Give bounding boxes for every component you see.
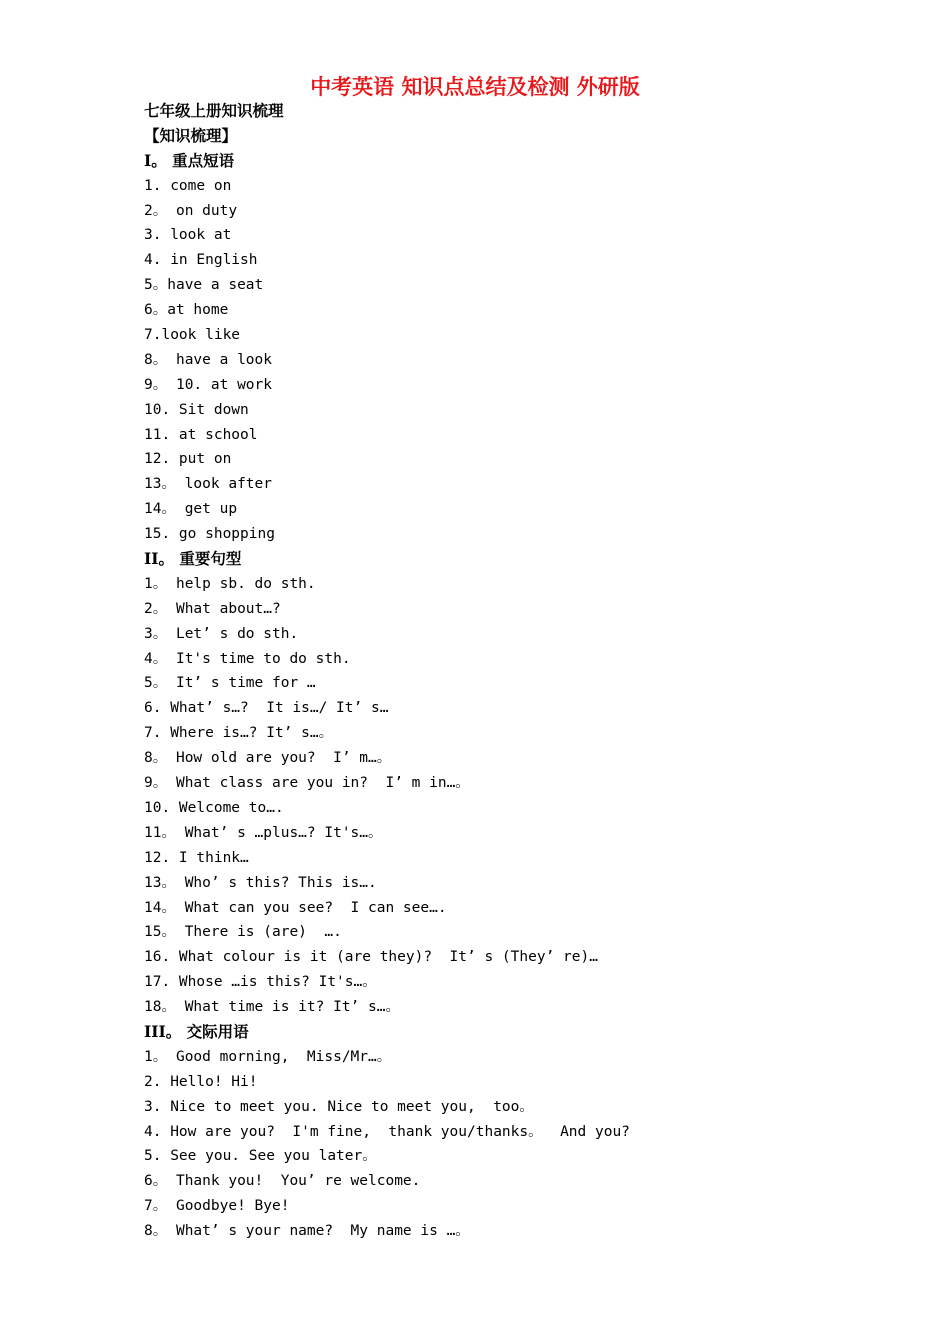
list-item: 11. at school [144, 426, 258, 443]
list-item: 2。 What about…? [144, 600, 281, 617]
list-item: 5. See you. See you later。 [144, 1148, 377, 1165]
list-item: 5。have a seat [144, 277, 264, 294]
list-item: 4. How are you? I'm fine, thank you/thanks。 And you? [144, 1123, 630, 1140]
list-item: 10. Sit down [144, 401, 249, 418]
list-item: 3. Nice to meet you. Nice to meet you, too。 [144, 1098, 534, 1115]
list-item: 14。 get up [144, 501, 238, 518]
list-item: 15。 There is (are) …. [144, 924, 342, 941]
list-item: 2。 on duty [144, 202, 238, 219]
list-item: 8。 What’ s your name? My name is …。 [144, 1223, 470, 1240]
section-heading: II。 重要句型 [144, 549, 242, 569]
section-key-sentences [144, 547, 904, 1020]
list-item: 4. in English [144, 252, 258, 269]
grade-subtitle: 七年级上册知识梳理 [144, 101, 284, 120]
list-item: 14。 What can you see? I can see…. [144, 899, 447, 916]
document-title: 中考英语 知识点总结及检测 外研版 [310, 74, 640, 99]
section-heading: I。 重点短语 [144, 150, 235, 170]
list-item: 8。 How old are you? I’ m…。 [144, 750, 392, 767]
list-item: 10. Welcome to…. [144, 799, 284, 816]
list-item: 16. What colour is it (are they)? It’ s (They’ re)… [144, 949, 598, 966]
list-item: 12. I think… [144, 849, 249, 866]
list-item: 8。 have a look [144, 351, 272, 368]
list-item: 2. Hello! Hi! [144, 1073, 258, 1090]
list-item: 13。 Who’ s this? This is…. [144, 874, 377, 891]
list-item: 18。 What time is it? It’ s…。 [144, 999, 400, 1016]
list-item: 15. go shopping [144, 526, 275, 543]
list-item: 1. come on [144, 177, 232, 194]
list-item: 9。 What class are you in? I’ m in…。 [144, 775, 470, 792]
list-item: 1。 Good morning, Miss/Mr…。 [144, 1048, 392, 1065]
list-item: 6。at home [144, 302, 229, 319]
list-item: 1。 help sb. do sth. [144, 575, 316, 592]
list-item: 7。 Goodbye! Bye! [144, 1198, 290, 1215]
list-item: 6. What’ s…? It is…/ It’ s… [144, 700, 389, 717]
section-label: 【知识梳理】 [144, 125, 238, 145]
list-item: 12. put on [144, 451, 232, 468]
list-item: 4。 It's time to do sth. [144, 650, 351, 667]
section-heading: III。 交际用语 [144, 1021, 249, 1041]
list-item: 13。 look after [144, 476, 272, 493]
document-body [144, 99, 904, 1244]
list-item: 3. look at [144, 227, 232, 244]
list-item: 7. Where is…? It’ s…。 [144, 725, 334, 742]
section-communication [144, 1020, 904, 1244]
list-item: 5。 It’ s time for … [144, 675, 316, 692]
list-item: 3。 Let’ s do sth. [144, 625, 299, 642]
list-item: 6。 Thank you! You’ re welcome. [144, 1173, 421, 1190]
list-item: 9。 10. at work [144, 376, 272, 393]
list-item: 7.look like [144, 327, 241, 344]
section-key-phrases [144, 149, 904, 547]
list-item: 17. Whose …is this? It's…。 [144, 974, 377, 991]
list-item: 11。 What’ s …plus…? It's…。 [144, 824, 383, 841]
